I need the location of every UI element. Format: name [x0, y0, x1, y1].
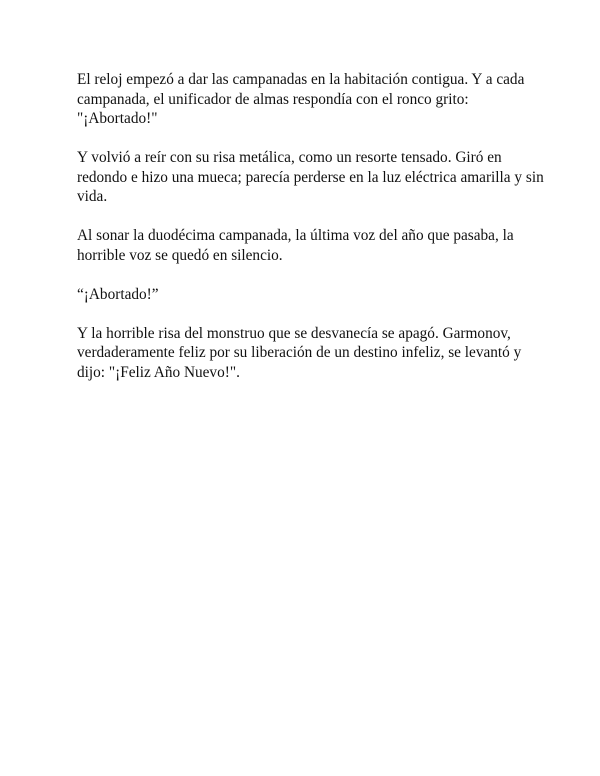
paragraph-line: redondo e hizo una mueca; parecía perderse en la luz eléctrica amarilla y sin [77, 168, 544, 186]
document-body [77, 70, 544, 402]
paragraph-line: “¡Abortado!” [77, 285, 159, 303]
paragraph-2 [77, 148, 544, 207]
paragraph-line: horrible voz se quedó en silencio. [77, 246, 283, 264]
paragraph-3 [77, 226, 537, 265]
paragraph-line: verdaderamente feliz por su liberación de un destino infeliz, se levantó y [77, 344, 522, 361]
paragraph-line: "¡Abortado!" [77, 110, 158, 127]
paragraph-line: vida. [77, 188, 108, 205]
paragraph-4 [77, 285, 537, 305]
paragraph-line: dijo: "¡Feliz Año Nuevo!". [77, 363, 240, 381]
paragraph-line: El reloj empezó a dar las campanadas en la habitación contigua. Y a cada [77, 71, 525, 88]
paragraph-line: Y volvió a reír con su risa metálica, como un resorte tensado. Giró en [77, 149, 502, 166]
paragraph-1 [77, 70, 537, 129]
paragraph-5 [77, 324, 537, 383]
paragraph-line: Al sonar la duodécima campanada, la última voz del año que pasaba, la [77, 227, 514, 244]
paragraph-line: campanada, el unificador de almas respondía con el ronco grito: [77, 90, 469, 108]
paragraph-line: Y la horrible risa del monstruo que se desvanecía se apagó. Garmonov, [77, 324, 511, 342]
